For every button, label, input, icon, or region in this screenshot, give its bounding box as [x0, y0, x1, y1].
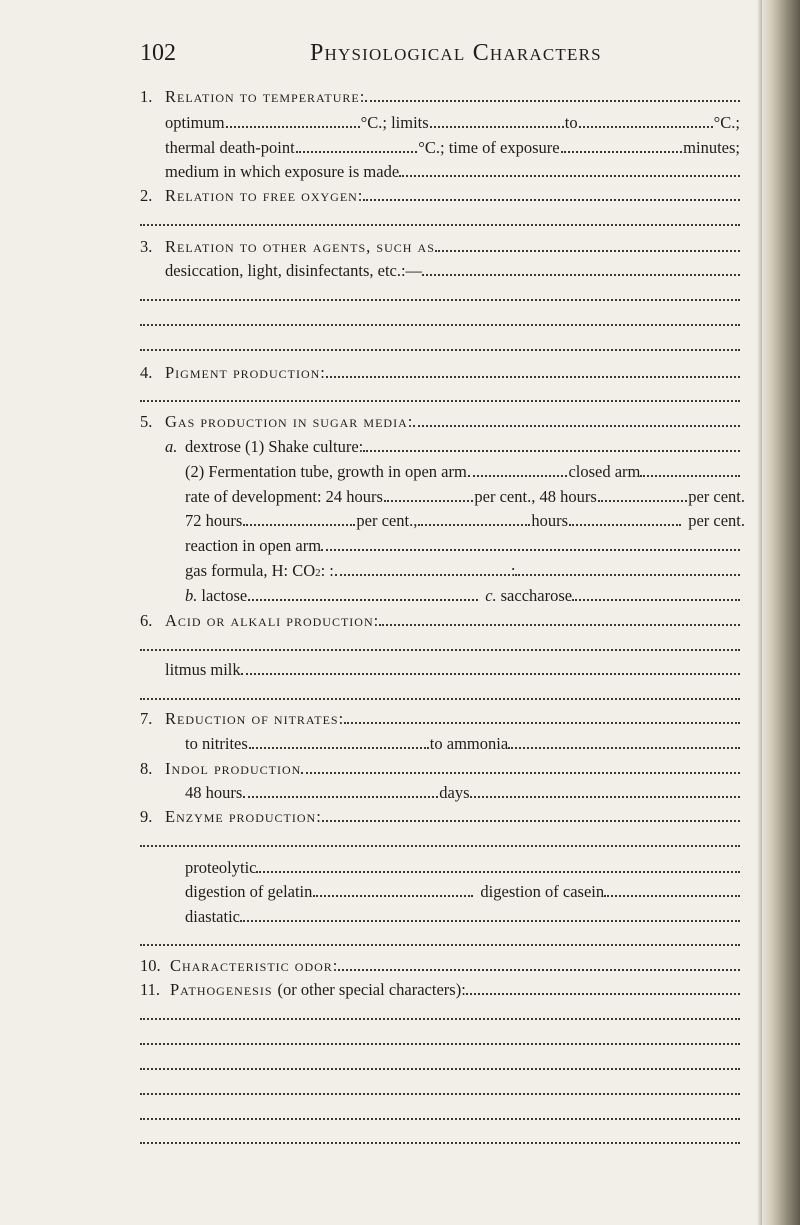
s2-extra-line	[140, 210, 740, 232]
s5-number: 5.	[140, 412, 153, 431]
s11-extra-line-1	[140, 1004, 740, 1026]
s5-48h-blank[interactable]	[598, 486, 687, 502]
s8-days-label: days	[439, 783, 470, 802]
s8-48h-blank[interactable]	[243, 782, 438, 798]
s4-heading: Pigment production:	[165, 363, 326, 382]
s5-72h-blank[interactable]	[243, 510, 355, 526]
s9-blank[interactable]	[322, 806, 740, 822]
s2-heading-line	[140, 185, 740, 207]
s1-optimum-blank[interactable]	[226, 112, 360, 128]
s11-number: 11.	[140, 980, 161, 999]
s7-nitrites-line	[185, 733, 740, 755]
s9-diastatic-line	[185, 906, 740, 928]
s9-diastatic-blank[interactable]	[240, 906, 740, 922]
s2-extra-blank[interactable]	[140, 210, 740, 226]
s6-extra-line-2	[140, 684, 740, 706]
s5-reaction-line	[185, 535, 740, 557]
s5-72h-label: 72 hours	[185, 511, 243, 530]
s11-extra-blank-6[interactable]	[140, 1128, 740, 1144]
s2-heading: Relation to free oxygen:	[165, 186, 364, 205]
s6-heading: Acid or alkali production:	[165, 611, 380, 630]
s11-extra-blank-3[interactable]	[140, 1054, 740, 1070]
s3-agents-label: desiccation, light, disinfectants, etc.:—	[165, 261, 423, 280]
s11-extra-line-2	[140, 1029, 740, 1051]
s5-gas-colon-3: :	[510, 561, 516, 580]
s11-extra-blank-2[interactable]	[140, 1029, 740, 1045]
s5-closed-arm-blank[interactable]	[640, 461, 740, 477]
s3-extra-line-2	[140, 310, 740, 332]
s1-optimum-label: optimum	[165, 113, 225, 132]
s8-number: 8.	[140, 759, 153, 778]
s5-72h-line	[185, 510, 745, 532]
s5-gas-colon-2: :	[329, 561, 334, 580]
s1-medium-blank[interactable]	[399, 161, 740, 177]
s1-minutes-label: minutes;	[683, 138, 740, 157]
s5-blank[interactable]	[413, 411, 740, 427]
s7-nitrites-blank[interactable]	[249, 733, 429, 749]
s8-hours-line	[185, 782, 740, 804]
s6-number: 6.	[140, 611, 153, 630]
s9-gelatin-label: digestion of gelatin	[185, 882, 313, 901]
s5-closed-arm-label: closed arm	[568, 462, 641, 481]
s5-reaction-blank[interactable]	[321, 535, 740, 551]
s3-extra-line-1	[140, 285, 740, 307]
s9-extra-line-2	[140, 930, 740, 952]
s9-casein-label: digestion of casein	[480, 882, 605, 901]
s1-limits-to-blank[interactable]	[579, 112, 713, 128]
s1-optimum-line	[165, 112, 740, 134]
s7-heading: Reduction of nitrates:	[165, 709, 345, 728]
s3-extra-blank-3[interactable]	[140, 335, 740, 351]
s5-48h-label: per cent., 48 hours	[474, 487, 597, 506]
s7-blank[interactable]	[344, 708, 740, 724]
s6-extra-blank-1[interactable]	[140, 635, 740, 651]
s2-blank[interactable]	[363, 185, 740, 201]
s1-number: 1.	[140, 87, 153, 106]
s8-blank[interactable]	[301, 758, 740, 774]
s3-extra-line-3	[140, 335, 740, 357]
page-number: 102	[140, 40, 176, 66]
s5-a-label: a.	[165, 437, 178, 456]
s4-number: 4.	[140, 363, 153, 382]
s8-heading-line	[140, 758, 740, 780]
s11-extra-blank-5[interactable]	[140, 1104, 740, 1120]
s9-extra-blank-2[interactable]	[140, 930, 740, 946]
s9-proteolytic-line	[185, 857, 740, 879]
s6-litmus-label: litmus milk	[165, 660, 241, 679]
s1-heading: Relation to temperature:	[165, 87, 366, 106]
s6-litmus-line	[165, 659, 740, 681]
s4-blank[interactable]	[326, 362, 740, 378]
s1-degc-label: °C.;	[713, 113, 740, 132]
s1-to-label: to	[564, 113, 578, 132]
s6-litmus-blank[interactable]	[241, 659, 740, 675]
s9-gelatin-blank[interactable]	[313, 881, 473, 897]
s5-lactose-blank[interactable]	[248, 585, 478, 601]
s11-heading-line	[140, 979, 740, 1001]
s9-heading: Enzyme production:	[165, 807, 322, 826]
s1-medium-line	[165, 161, 740, 183]
s5-72h-percent-label: per cent.,	[356, 511, 418, 530]
s6-blank[interactable]	[379, 610, 740, 626]
s8-48h-label: 48 hours	[185, 783, 243, 802]
s6-heading-line	[140, 610, 740, 632]
s5-gas-formula-line	[185, 560, 740, 582]
s10-heading-line	[140, 955, 740, 977]
s1-time-label: °C.; time of exposure	[418, 138, 560, 157]
s5-hours-value-blank[interactable]	[418, 510, 530, 526]
s5-saccharose-label: saccharose	[500, 586, 573, 605]
s6-extra-line-1	[140, 635, 740, 657]
s1-heading-line	[140, 86, 740, 108]
s5-fermentation-label: (2) Fermentation tube, growth in open arm	[185, 462, 467, 481]
s1-time-blank[interactable]	[561, 137, 683, 153]
s5-lactose-label: lactose	[201, 586, 248, 605]
s11-extra-line-6	[140, 1128, 740, 1150]
s5-lactose-line	[185, 585, 740, 607]
s11-extra-line-4	[140, 1079, 740, 1101]
s1-limits-from-blank[interactable]	[430, 112, 564, 128]
s3-heading: Relation to other agents, such as	[165, 237, 435, 256]
s3-heading-line	[140, 236, 740, 258]
s1-thermal-blank[interactable]	[296, 137, 418, 153]
s4-extra-line	[140, 386, 740, 408]
s10-heading: Characteristic odor:	[170, 956, 339, 975]
s3-agents-line	[165, 260, 740, 282]
s5-dextrose-label: dextrose (1) Shake culture:	[185, 437, 364, 456]
running-title: Physiological Characters	[310, 40, 602, 66]
s3-extra-blank-2[interactable]	[140, 310, 740, 326]
s7-ammonia-label: to ammonia	[429, 734, 509, 753]
s11-blank[interactable]	[466, 979, 740, 995]
s5-dextrose-line	[165, 436, 740, 458]
s5-b-label: b.	[185, 586, 198, 605]
s9-digestion-line	[185, 881, 740, 903]
s7-ammonia-blank[interactable]	[508, 733, 740, 749]
s9-extra-blank-1[interactable]	[140, 831, 740, 847]
s9-proteolytic-blank[interactable]	[256, 857, 740, 873]
s3-agents-blank[interactable]	[422, 260, 740, 276]
s5-percent-label: per cent.	[688, 487, 746, 506]
s9-diastatic-label: diastatic	[185, 907, 240, 926]
s11-extra-line-3	[140, 1054, 740, 1076]
s3-extra-blank-1[interactable]	[140, 285, 740, 301]
s11-extra-line-5	[140, 1104, 740, 1126]
s5-gas-formula-label: gas formula, H: CO	[185, 561, 316, 580]
s5-shake-blank[interactable]	[363, 436, 740, 452]
s9-extra-line-1	[140, 831, 740, 853]
s4-extra-blank[interactable]	[140, 386, 740, 402]
s1-limits-label: °C.; limits	[360, 113, 429, 132]
s11-heading: Pathogenesis	[170, 980, 273, 999]
s11-paren-label: (or other special characters):	[277, 980, 466, 999]
s5-gas-colon-1: :	[320, 561, 326, 580]
s9-casein-blank[interactable]	[604, 881, 740, 897]
s10-blank[interactable]	[338, 955, 740, 971]
s5-rate-line	[185, 486, 745, 508]
s9-heading-line	[140, 806, 740, 828]
s5-heading: Gas production in sugar media:	[165, 412, 414, 431]
s5-co2-subscript: 2	[315, 567, 321, 579]
s5-gas-ratio-blank-2[interactable]	[515, 560, 740, 576]
s6-extra-blank-2[interactable]	[140, 684, 740, 700]
s1-thermal-line	[165, 137, 740, 159]
s5-rate-label: rate of development: 24 hours	[185, 487, 383, 506]
s5-hours-label: hours	[531, 511, 569, 530]
s5-saccharose-blank[interactable]	[572, 585, 740, 601]
s10-number: 10.	[140, 956, 161, 975]
s3-blank[interactable]	[435, 236, 740, 252]
s5-gas-ratio-blank-1[interactable]	[335, 560, 510, 576]
s5-reaction-label: reaction in open arm	[185, 536, 322, 555]
s3-number: 3.	[140, 237, 153, 256]
s4-heading-line	[140, 362, 740, 384]
s9-number: 9.	[140, 807, 153, 826]
s7-number: 7.	[140, 709, 153, 728]
s5-fermentation-line	[185, 461, 740, 483]
s7-heading-line	[140, 708, 740, 730]
s11-extra-blank-4[interactable]	[140, 1079, 740, 1095]
s11-extra-blank-1[interactable]	[140, 1004, 740, 1020]
s5-24h-blank[interactable]	[384, 486, 473, 502]
s1-blank[interactable]	[365, 86, 740, 102]
s9-proteolytic-label: proteolytic	[185, 858, 257, 877]
s5-hours-blank[interactable]	[569, 510, 681, 526]
s5-c-label: c.	[485, 586, 497, 605]
s8-heading: Indol production	[165, 759, 302, 778]
s1-thermal-label: thermal death-point	[165, 138, 295, 157]
s2-number: 2.	[140, 186, 153, 205]
s1-medium-label: medium in which exposure is made	[165, 162, 400, 181]
s5-open-arm-blank[interactable]	[468, 461, 568, 477]
s7-nitrites-label: to nitrites	[185, 734, 248, 753]
s8-days-blank[interactable]	[470, 782, 740, 798]
s5-heading-line	[140, 411, 740, 433]
s5-hours-percent-label: per cent.	[688, 511, 745, 530]
